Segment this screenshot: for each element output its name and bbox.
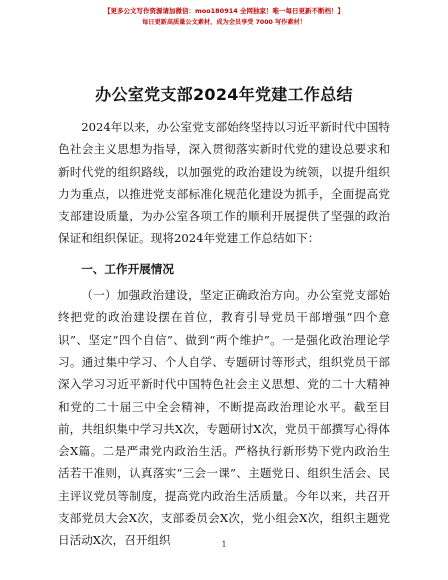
promo-banner (0, 6, 448, 28)
intro-text: 2024年以来，办公室党支部始终坚持以习近平新时代中国特色社会主义思想为指导，深入贯彻落实新时代党的建设总要求和新时代党的组织路线，以加强党的政治建设为统领，以提升组织力为重点，以推进党支部标准化规范化建设为抓手，全面提高党支部建设质量，为办公室各项工作的顺利开展提供了坚强的政治保证和组织保证。现将2024年党建工作总结如下： (58, 120, 390, 246)
document-title: 办公室党支部2024年党建工作总结 (95, 85, 353, 104)
banner-line-2: 每日更新高质量公文素材，成为会员享受 7000 写作素材！ (142, 19, 306, 26)
document-body (58, 116, 390, 552)
section-heading: 一、工作开展情况 (81, 261, 174, 276)
section-paragraph: （一）加强政治建设，坚定正确政治方向。办公室党支部始终把党的政治建设摆在首位，教育引导党员干部增强“四个意识”、坚定“四个自信”、做到“两个维护”。一是强化政治理论学习。通过集中学习、个人自学、专题研讨等形式，组织党员干部深入学习习近平新时代中国特色社会主义思想、党的二十大精神和党的二十届三中全会精神，不断提高政治理论水平。截至目前，共组织集中学习共X次，专题研讨X次，党员干部撰写心得体会X篇。二是严肃党内政治生活。严格执行新形势下党内政治生活若干准则，认真落实“三会一课”、主题党日、组织生活会、民主评议党员等制度，提高党内政治生活质量。今年以来，共召开支部党员大会X次，支部委员会X次，党小组会X次，组织主题党日活动X次，召开组织 (58, 288, 390, 548)
page-number: 1 (221, 540, 227, 549)
banner-line-1: 【更多公文写作资源请加微信：moo180914 全网独家！唯一每日更新不断档！】 (103, 7, 345, 15)
intro-paragraph (58, 116, 390, 250)
